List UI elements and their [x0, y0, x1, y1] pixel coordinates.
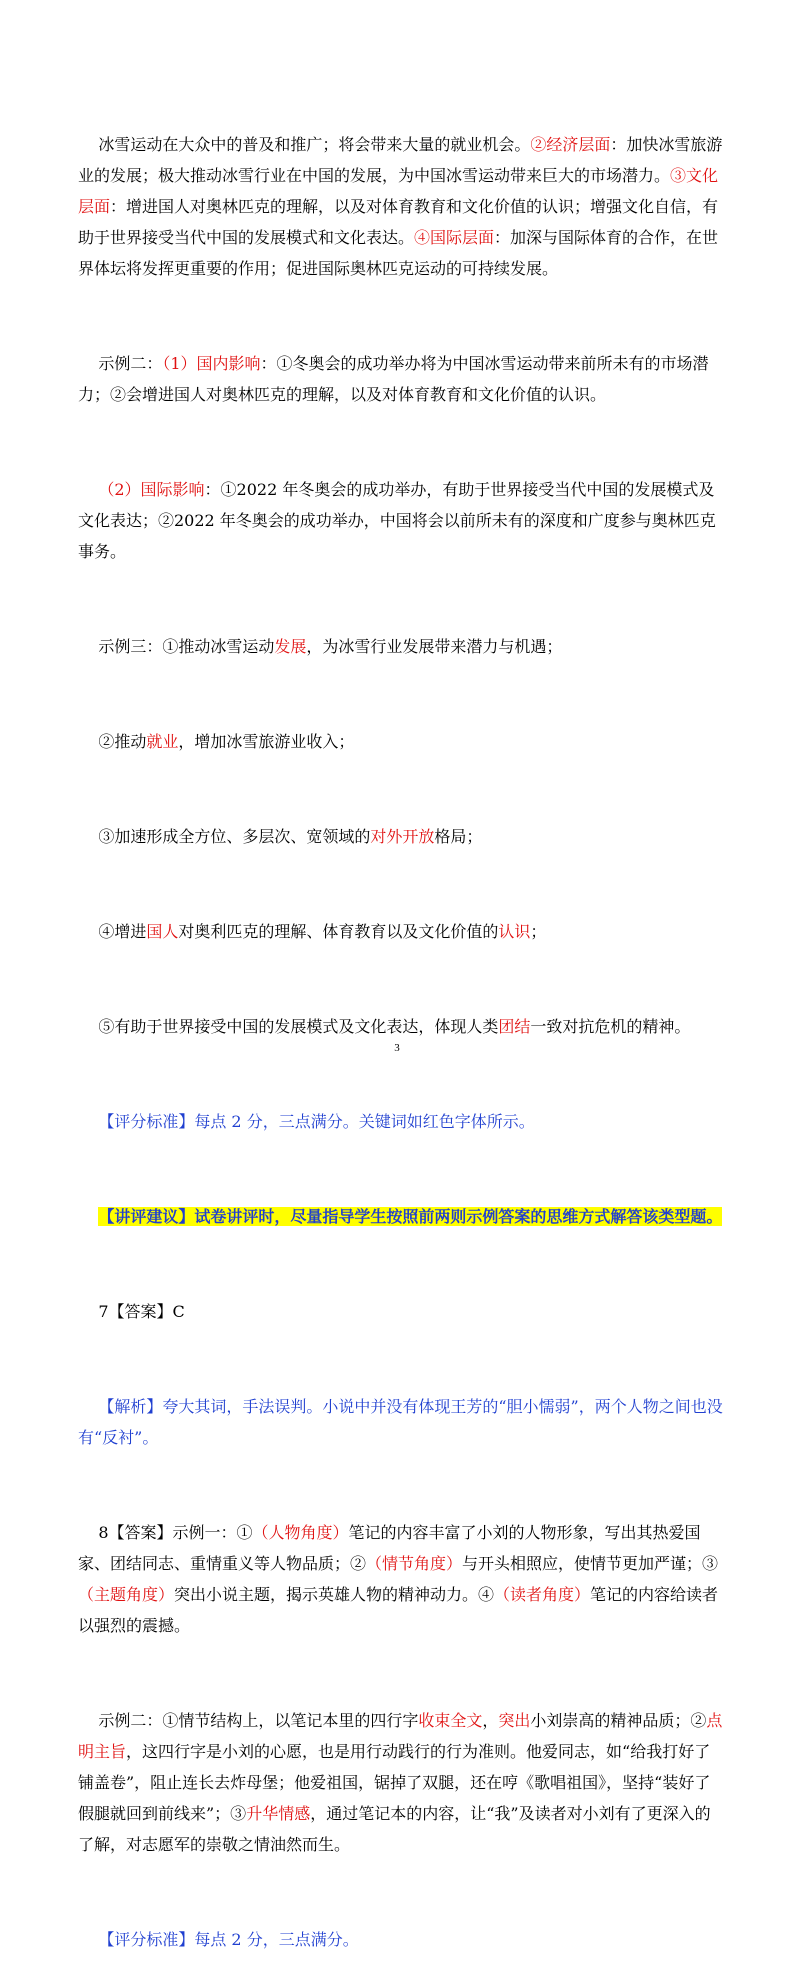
scoring-criteria-8: [78, 1893, 724, 1986]
keyword-opening-up: 对外开放: [370, 827, 435, 846]
text-segment: ：加深与国际体育的合作，在世界体坛将发挥更重要的作用；促进国际奥林匹克运动的可持续发展。: [78, 228, 719, 278]
text-segment: ：①2022 年冬奥会的成功举办，有助于世界接受当代中国的发展模式及文化表达；②2022 年冬奥会的成功举办，中国将会以前所未有的深度和广度参与奥林匹克事务。: [78, 480, 716, 561]
keyword-theme-angle: （主题角度）: [78, 1585, 175, 1604]
text-segment: 8【答案】示例一：①: [98, 1523, 253, 1542]
text-segment: 笔记的内容给读者以强烈的震撼。: [78, 1585, 719, 1635]
text-segment: 示例二：①情节结构上，以笔记本里的四行字: [98, 1711, 419, 1730]
paragraph-1: [78, 98, 724, 315]
text-segment: 与开头相照应，使情节更加严谨；③: [462, 1554, 719, 1573]
text-segment: 冰雪运动在大众中的普及和推广；将会带来大量的就业机会。: [98, 135, 531, 154]
text-segment: ，: [482, 1711, 499, 1730]
keyword-international: ④国际层面: [414, 228, 495, 247]
text-segment: 小刘崇高的精神品质；②: [530, 1711, 707, 1730]
example-2-international: [78, 443, 724, 598]
keyword-plot-angle: （情节角度）: [366, 1554, 463, 1573]
scoring-text: 【评分标准】每点 2 分，三点满分。: [98, 1930, 359, 1949]
keyword-reader-angle: （读者角度）: [494, 1585, 591, 1604]
text-segment: ，这四行字是小刘的心愿，也是用行动践行的行为准则。他爱同志，如“给我打好了铺盖卷”，阻止连长去炸母堡；他爱祖国，锯掉了双腿，还在哼《歌唱祖国》，坚持“装好了假腿就回到前线来”；③: [78, 1742, 711, 1823]
text-segment: ：加快冰雪旅游业的发展；极大推动冰雪行业在中国的发展，为中国冰雪运动带来巨大的市场潜力。: [78, 135, 723, 185]
text-segment: ，增加冰雪旅游业收入；: [178, 732, 355, 751]
answer-7: [78, 1265, 724, 1358]
example-3-item-5: [78, 980, 724, 1073]
text-segment: ；: [530, 922, 547, 941]
keyword-economy: ②经济层面: [530, 135, 611, 154]
text-segment: 突出小说主题，揭示英雄人物的精神动力。④: [174, 1585, 495, 1604]
keyword-people: 国人: [146, 922, 179, 941]
answer-8-example-1: [78, 1486, 724, 1672]
text-segment: ：增进国人对奥林匹克的理解，以及对体育教育和文化价值的认识；增强文化自信，有助于世界接受当代中国的发展模式和文化表达。: [78, 197, 719, 247]
text-segment: 格局；: [434, 827, 483, 846]
keyword-culture: ③文化层面: [78, 166, 719, 216]
text-segment: ，为冰雪行业发展带来潜力与机遇；: [306, 637, 563, 656]
text-segment: ③加速形成全方位、多层次、宽领域的: [98, 827, 371, 846]
example-2: [78, 317, 724, 441]
text-segment: 对奥利匹克的理解、体育教育以及文化价值的: [178, 922, 499, 941]
text-segment: ：①冬奥会的成功举办将为中国冰雪运动带来前所未有的市场潜力；②会增进国人对奥林匹克的理解，以及对体育教育和文化价值的认识。: [78, 354, 709, 404]
keyword-character-angle: （人物角度）: [252, 1523, 349, 1542]
teaching-suggestion: [78, 1170, 724, 1263]
keyword-development: 发展: [274, 637, 307, 656]
analysis-7: [78, 1360, 724, 1484]
text-segment: 示例三：①推动冰雪运动: [98, 637, 275, 656]
keyword-understanding: 认识: [498, 922, 531, 941]
keyword-international-impact: （2）国际影响: [98, 480, 205, 499]
example-3-item-4: [78, 885, 724, 978]
text-segment: 示例二：: [98, 354, 163, 373]
scoring-criteria-6: [78, 1075, 724, 1168]
keyword-sublimate: 升华情感: [246, 1804, 311, 1823]
keyword-domestic-impact: （1）国内影响: [162, 354, 261, 373]
analysis-7-text: 【解析】夸大其词，手法误判。小说中并没有体现王芳的“胆小懦弱”，两个人物之间也没有“反衬”。: [78, 1397, 723, 1447]
text-segment: 笔记的内容丰富了小刘的人物形象，写出其热爱国家、团结同志、重情重义等人物品质；②: [78, 1523, 701, 1573]
example-3-item-2: [78, 695, 724, 788]
keyword-highlight: 突出: [498, 1711, 531, 1730]
scoring-text: 【评分标准】每点 2 分，三点满分。关键词如红色字体所示。: [98, 1112, 535, 1131]
keyword-conclude: 收束全文: [418, 1711, 483, 1730]
answer-7-text: 7【答案】C: [98, 1302, 185, 1321]
keyword-theme: 点明主旨: [78, 1711, 723, 1761]
text-segment: ④增进: [98, 922, 147, 941]
teaching-suggestion-text: 【讲评建议】试卷讲评时，尽量指导学生按照前两则示例答案的思维方式解答该类型题。: [98, 1207, 723, 1226]
keyword-unity: 团结: [498, 1017, 531, 1036]
keyword-employment: 就业: [146, 732, 179, 751]
text-segment: 一致对抗危机的精神。: [530, 1017, 691, 1036]
answer-8-example-2: [78, 1674, 724, 1891]
page-number: 3: [394, 1042, 400, 1054]
text-segment: ，通过笔记本的内容，让“我”及读者对小刘有了更深入的了解，对志愿军的崇敬之情油然而生。: [78, 1804, 711, 1854]
text-segment: ②推动: [98, 732, 147, 751]
example-3-item-3: [78, 790, 724, 883]
text-segment: ⑤有助于世界接受中国的发展模式及文化表达，体现人类: [98, 1017, 499, 1036]
example-3-item-1: [78, 600, 724, 693]
